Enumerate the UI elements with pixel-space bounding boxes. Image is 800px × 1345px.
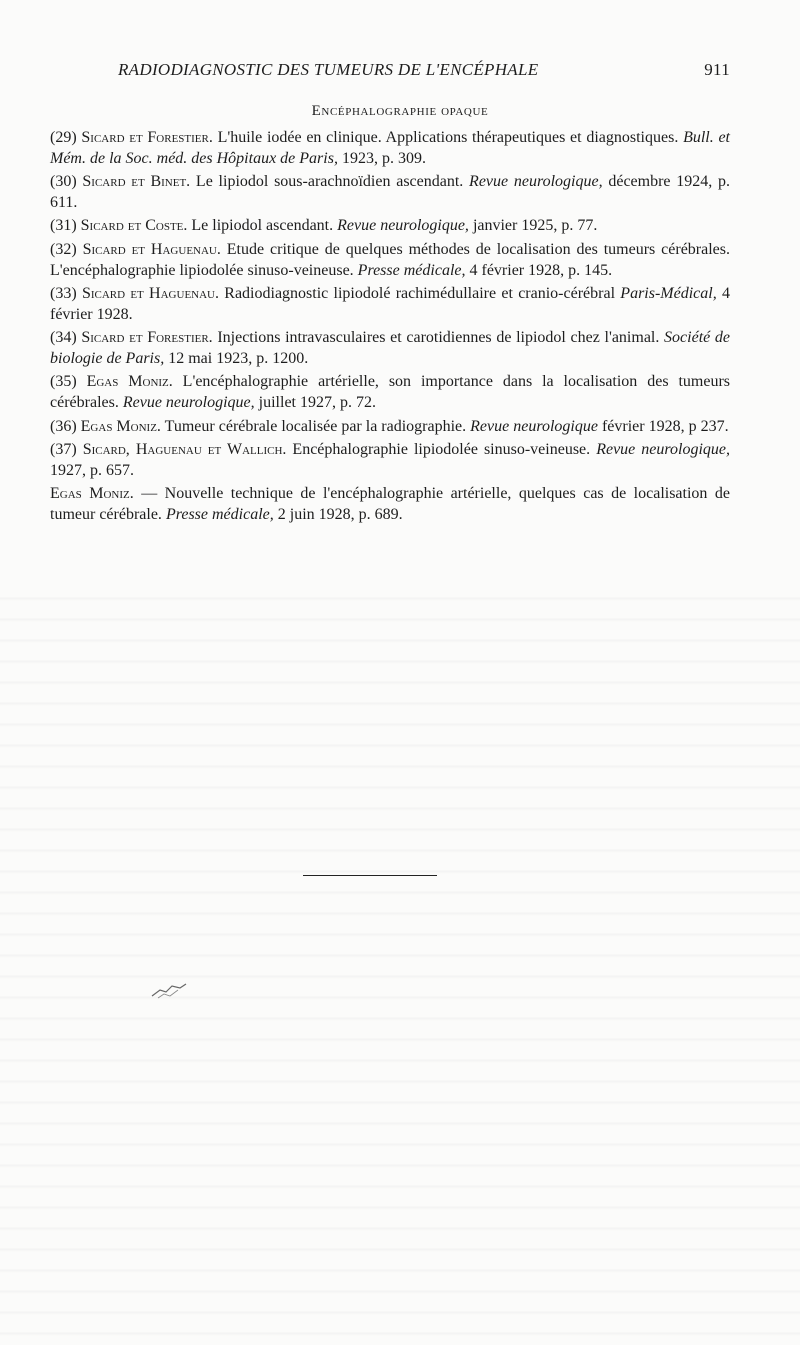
reference-tail: 12 mai 1923, p. 1200. bbox=[164, 349, 309, 367]
reference-tail: 4 février 1928. bbox=[50, 284, 730, 323]
reference-text: L'encéphalographie artérielle, son importance dans la localisation des tumeurs cérébrales. bbox=[50, 373, 731, 412]
reference-text: Radiodiagnostic lipiodolé rachimédullaire et cranio-cérébral bbox=[219, 284, 621, 302]
reference-source: Société de biologie de Paris, bbox=[50, 329, 731, 367]
reference-item bbox=[50, 172, 730, 214]
reference-source: Paris-Médical, bbox=[620, 284, 717, 302]
reference-number: (37) bbox=[50, 440, 77, 458]
reference-authors: Sicard et Forestier. bbox=[81, 329, 213, 347]
reference-item bbox=[50, 484, 730, 526]
reference-tail: 1923, p. 309. bbox=[337, 149, 426, 167]
reference-authors: Sicard et Forestier. bbox=[81, 129, 213, 146]
reference-item bbox=[50, 372, 730, 414]
ink-smudge-mark bbox=[150, 980, 190, 1000]
bleed-through-texture bbox=[0, 580, 800, 1345]
reference-number: (29) bbox=[50, 129, 77, 146]
reference-item bbox=[50, 328, 730, 370]
reference-authors: Sicard et Haguenau. bbox=[81, 284, 219, 302]
reference-item bbox=[50, 440, 730, 482]
reference-tail: 2 juin 1928, p. 689. bbox=[273, 505, 403, 523]
reference-number: (36) bbox=[50, 417, 77, 435]
reference-text: Tumeur cérébrale localisée par la radiographie. bbox=[160, 417, 471, 435]
reference-source: Presse médicale, bbox=[357, 261, 466, 279]
reference-authors: Sicard, Haguenau et Wallich. bbox=[82, 440, 287, 458]
reference-tail: janvier 1925, p. 77. bbox=[468, 217, 598, 235]
reference-text: Injections intravasculaires et carotidiennes de lipiodol chez l'animal. bbox=[212, 329, 665, 347]
reference-source: Revue neurologique bbox=[470, 417, 598, 435]
reference-item bbox=[50, 216, 730, 237]
reference-authors: Egas Moniz. bbox=[50, 485, 134, 503]
reference-item bbox=[50, 417, 730, 438]
reference-authors: Egas Moniz. bbox=[86, 373, 173, 391]
page-number: 911 bbox=[704, 60, 730, 79]
reference-text: Le lipiodol ascendant. bbox=[187, 217, 338, 235]
reference-number: (34) bbox=[50, 329, 77, 347]
running-title: RADIODIAGNOSTIC DES TUMEURS DE L'ENCÉPHALE bbox=[118, 60, 539, 79]
reference-tail: décembre 1924, p. 611. bbox=[50, 173, 731, 211]
reference-text: Le lipiodol sous-arachnoïdien ascendant. bbox=[190, 173, 470, 191]
reference-tail: juillet 1927, p. 72. bbox=[254, 394, 376, 412]
section-divider-rule bbox=[303, 875, 437, 876]
reference-text: L'huile iodée en clinique. Applications thérapeutiques et diagnostiques. bbox=[212, 129, 684, 146]
reference-number: (35) bbox=[50, 373, 77, 391]
reference-number: (31) bbox=[50, 217, 77, 235]
reference-authors: Sicard et Binet. bbox=[82, 173, 191, 191]
reference-item bbox=[50, 240, 730, 282]
reference-tail: février 1928, p 237. bbox=[597, 417, 729, 435]
reference-source: Revue neurologique, bbox=[596, 440, 731, 458]
reference-item bbox=[50, 284, 730, 326]
reference-authors: Egas Moniz. bbox=[80, 417, 161, 435]
reference-tail: 4 février 1928, p. 145. bbox=[465, 261, 613, 279]
reference-number: (30) bbox=[50, 173, 77, 191]
reference-text: Encéphalographie lipiodolée sinuso-veineuse. bbox=[286, 440, 597, 458]
reference-list bbox=[50, 128, 730, 528]
reference-source: Revue neurologique, bbox=[122, 394, 255, 412]
reference-tail: 1927, p. 657. bbox=[50, 461, 134, 479]
reference-source: Revue neurologique, bbox=[469, 173, 603, 191]
reference-source: Presse médicale, bbox=[165, 505, 274, 523]
reference-number: (33) bbox=[50, 284, 77, 302]
reference-source: Bull. et Mém. de la Soc. méd. des Hôpitaux de Paris, bbox=[50, 129, 730, 167]
reference-item bbox=[50, 128, 730, 170]
reference-text: Etude critique de quelques méthodes de localisation des tumeurs cérébrales. L'encéphalographie lipiodolée sinuso-veineuse. bbox=[50, 240, 730, 279]
reference-text: — Nouvelle technique de l'encéphalographie artérielle, quelques cas de localisation de tumeur cérébrale. bbox=[50, 485, 730, 523]
section-title: Encéphalographie opaque bbox=[311, 103, 489, 119]
reference-source: Revue neurologique, bbox=[337, 217, 469, 235]
reference-number: (32) bbox=[50, 240, 77, 258]
reference-authors: Sicard et Haguenau. bbox=[82, 240, 221, 258]
reference-authors: Sicard et Coste. bbox=[80, 217, 188, 235]
